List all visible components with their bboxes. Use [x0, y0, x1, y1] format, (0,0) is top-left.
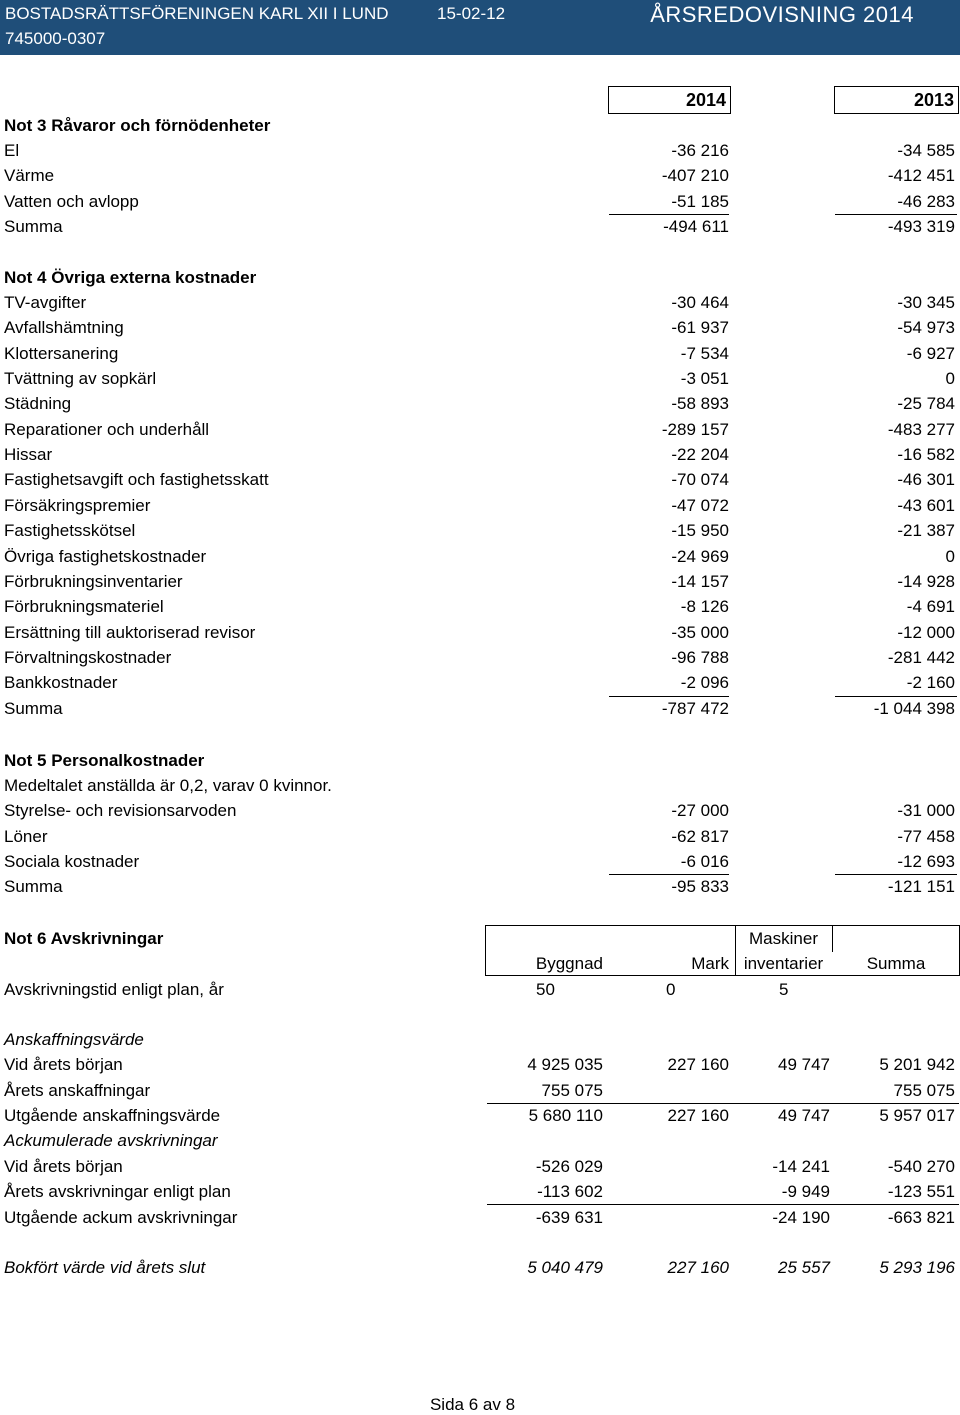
value-summa: -540 270 [887, 1157, 955, 1176]
value-2013: -31 000 [897, 801, 955, 820]
sum-label: Summa [4, 699, 63, 718]
row-label: Ersättning till auktoriserad revisor [4, 623, 256, 642]
value-inventarier: -24 190 [772, 1208, 830, 1227]
value-2014: -22 204 [671, 445, 729, 464]
value-inventarier: 25 557 [778, 1258, 830, 1277]
table-row [0, 824, 960, 849]
table-row [0, 670, 960, 695]
value-2014: -35 000 [671, 623, 729, 642]
value-2013: -483 277 [887, 420, 955, 439]
value-byggnad: 755 075 [541, 1081, 603, 1100]
table-row [0, 366, 960, 391]
col-inventarier: inventarier [743, 954, 824, 973]
value-2013: -412 451 [887, 166, 955, 185]
value-2014: -47 072 [671, 496, 729, 515]
table-row [0, 798, 960, 823]
value-byggnad: 5 040 479 [527, 1258, 603, 1277]
table-row [0, 849, 960, 874]
table-row [0, 1154, 960, 1179]
not5-note-row [0, 773, 960, 798]
table-row [0, 417, 960, 442]
value-2013: -281 442 [887, 648, 955, 667]
row-label: Värme [4, 166, 55, 185]
row-label: Förvaltningskostnader [4, 648, 172, 667]
value-summa: -123 551 [887, 1182, 955, 1201]
row-label: Klottersanering [4, 344, 119, 363]
table-row [0, 1205, 960, 1230]
row-label: El [4, 141, 20, 160]
value-summa: 5 957 017 [879, 1106, 955, 1125]
table-row [0, 569, 960, 594]
value-byggnad: -113 602 [537, 1182, 603, 1201]
value-2013: -43 601 [897, 496, 955, 515]
value-byggnad: 4 925 035 [527, 1055, 603, 1074]
row-label: Fastighetsavgift och fastighetsskatt [4, 470, 269, 489]
ack-title-row [0, 1128, 960, 1153]
row-label: Årets anskaffningar [4, 1081, 151, 1100]
sum-2014: -494 611 [663, 217, 729, 236]
table-row [0, 518, 960, 543]
divider [832, 925, 833, 952]
value-2014: -62 817 [671, 827, 729, 846]
table-row [0, 315, 960, 340]
value-2014: -15 950 [671, 521, 729, 540]
value-summa: -663 821 [887, 1208, 955, 1227]
value-2013: -12 693 [897, 852, 955, 871]
table-row [0, 341, 960, 366]
col-maskiner: Maskiner [749, 929, 818, 948]
row-label: Hissar [4, 445, 53, 464]
anskaffning-title: Anskaffningsvärde [4, 1030, 144, 1049]
row-label: Övriga fastighetskostnader [4, 547, 207, 566]
value-2013: 0 [945, 547, 955, 566]
value-summa: 5 293 196 [879, 1258, 955, 1277]
value-mark: 227 160 [667, 1258, 729, 1277]
sum-2014: -95 833 [671, 877, 729, 896]
value-mark: 227 160 [667, 1106, 729, 1125]
row-label: Reparationer och underhåll [4, 420, 210, 439]
table-row [0, 189, 960, 214]
report-date: 15-02-12 [437, 4, 506, 23]
value-2013: -77 458 [897, 827, 955, 846]
sum-2014: -787 472 [661, 699, 729, 718]
value-2014: -3 051 [680, 369, 729, 388]
value-2013: -30 345 [897, 293, 955, 312]
value-2014: -30 464 [671, 293, 729, 312]
row-label: Förbrukningsmateriel [4, 597, 164, 616]
value-2013: 0 [945, 369, 955, 388]
value-inventarier: 49 747 [778, 1055, 830, 1074]
not3-title: Not 3 Råvaror och förnödenheter [4, 116, 271, 135]
page-number: Sida 6 av 8 [429, 1395, 516, 1414]
table-row [0, 594, 960, 619]
row-label: Städning [4, 394, 72, 413]
table-row [0, 467, 960, 492]
row-label: Bankkostnader [4, 673, 118, 692]
col-byggnad: Byggnad [535, 954, 603, 973]
table-row [0, 138, 960, 163]
row-label: Utgående ackum avskrivningar [4, 1208, 238, 1227]
sum-label: Summa [4, 217, 63, 236]
row-label: Styrelse- och revisionsarvoden [4, 801, 237, 820]
row-label: TV-avgifter [4, 293, 87, 312]
row-label: Vatten och avlopp [4, 192, 139, 211]
value-mark: 227 160 [667, 1055, 729, 1074]
sum-label: Summa [4, 877, 63, 896]
row-label: Bokfört värde vid årets slut [4, 1258, 206, 1277]
value-2014: -24 969 [671, 547, 729, 566]
value-2014: -14 157 [671, 572, 729, 591]
value-2013: -2 160 [906, 673, 955, 692]
table-row [0, 493, 960, 518]
row-label: Vid årets början [4, 1055, 123, 1074]
anskaffning-title-row [0, 1027, 960, 1052]
value-2013: -34 585 [897, 141, 955, 160]
sum-row [0, 874, 960, 899]
value-2013: -6 927 [906, 344, 955, 363]
row-label: Årets avskrivningar enligt plan [4, 1182, 231, 1201]
row-label: Sociala kostnader [4, 852, 140, 871]
value-2014: -96 788 [671, 648, 729, 667]
not4-title: Not 4 Övriga externa kostnader [4, 268, 257, 287]
not6-title: Not 6 Avskrivningar [4, 929, 164, 948]
value-2014: -51 185 [671, 192, 729, 211]
row-label: Tvättning av sopkärl [4, 369, 157, 388]
sum-row [0, 214, 960, 239]
value-2013: -25 784 [897, 394, 955, 413]
table-row [0, 1052, 960, 1077]
row-label: Försäkringspremier [4, 496, 151, 515]
value-2014: -70 074 [671, 470, 729, 489]
row-label: Löner [4, 827, 48, 846]
value-byggnad: 5 680 110 [528, 1106, 603, 1125]
period-row [0, 977, 960, 1002]
row-label: Avfallshämtning [4, 318, 124, 337]
value-2013: -21 387 [897, 521, 955, 540]
sum-2013: -121 151 [887, 877, 955, 896]
value-inventarier: 49 747 [778, 1106, 830, 1125]
year-2013-header: 2013 [834, 86, 959, 114]
col-mark: Mark [691, 954, 729, 973]
value-2014: -289 157 [661, 420, 729, 439]
value-2013: -54 973 [897, 318, 955, 337]
value-2013: -46 301 [897, 470, 955, 489]
table-row [0, 544, 960, 569]
value-summa: 755 075 [893, 1081, 955, 1100]
period-mark: 0 [666, 980, 676, 999]
value-2014: -61 937 [671, 318, 729, 337]
row-label: Vid årets början [4, 1157, 123, 1176]
value-2014: -407 210 [661, 166, 729, 185]
table-row [0, 290, 960, 315]
not5-title: Not 5 Personalkostnader [4, 751, 205, 770]
table-row [0, 391, 960, 416]
value-2014: -2 096 [680, 673, 729, 692]
row-label: Avskrivningstid enligt plan, år [4, 980, 224, 999]
not5-note: Medeltalet anställda är 0,2, varav 0 kvinnor. [4, 776, 332, 795]
table-row [0, 1078, 960, 1103]
sum-2013: -1 044 398 [873, 699, 955, 718]
row-label: Fastighetsskötsel [4, 521, 136, 540]
org-number: 745000-0307 [5, 29, 106, 48]
value-inventarier: -9 949 [781, 1182, 830, 1201]
table-row [0, 645, 960, 670]
value-2014: -6 016 [680, 852, 729, 871]
table-row [0, 163, 960, 188]
period-byggnad: 50 [536, 980, 555, 999]
col-summa: Summa [866, 954, 926, 973]
value-2013: -12 000 [897, 623, 955, 642]
value-2014: -36 216 [671, 141, 729, 160]
value-inventarier: -14 241 [772, 1157, 830, 1176]
sum-2013: -493 319 [887, 217, 955, 236]
report-title: ÅRSREDOVISNING 2014 [650, 2, 914, 27]
value-summa: 5 201 942 [879, 1055, 955, 1074]
period-inventarier: 5 [779, 980, 789, 999]
page-header [0, 0, 960, 55]
value-2014: -7 534 [680, 344, 729, 363]
table-row [0, 1179, 960, 1204]
row-label: Utgående anskaffningsvärde [4, 1106, 221, 1125]
table-row [0, 442, 960, 467]
year-2014-header: 2014 [608, 86, 731, 114]
value-2013: -4 691 [906, 597, 955, 616]
value-byggnad: -526 029 [535, 1157, 603, 1176]
value-byggnad: -639 631 [535, 1208, 603, 1227]
not5-title-row [0, 748, 960, 773]
value-2013: -16 582 [897, 445, 955, 464]
not3-title-row [0, 113, 960, 138]
value-2014: -8 126 [680, 597, 729, 616]
value-2014: -58 893 [671, 394, 729, 413]
value-2014: -27 000 [671, 801, 729, 820]
ack-title: Ackumulerade avskrivningar [4, 1131, 218, 1150]
value-2013: -14 928 [897, 572, 955, 591]
table-row [0, 620, 960, 645]
org-name: BOSTADSRÄTTSFÖRENINGEN KARL XII I LUND [5, 4, 389, 23]
not4-title-row [0, 265, 960, 290]
table-row [0, 1103, 960, 1128]
bokfort-row [0, 1255, 960, 1280]
sum-row [0, 696, 960, 721]
row-label: Förbrukningsinventarier [4, 572, 183, 591]
value-2013: -46 283 [897, 192, 955, 211]
